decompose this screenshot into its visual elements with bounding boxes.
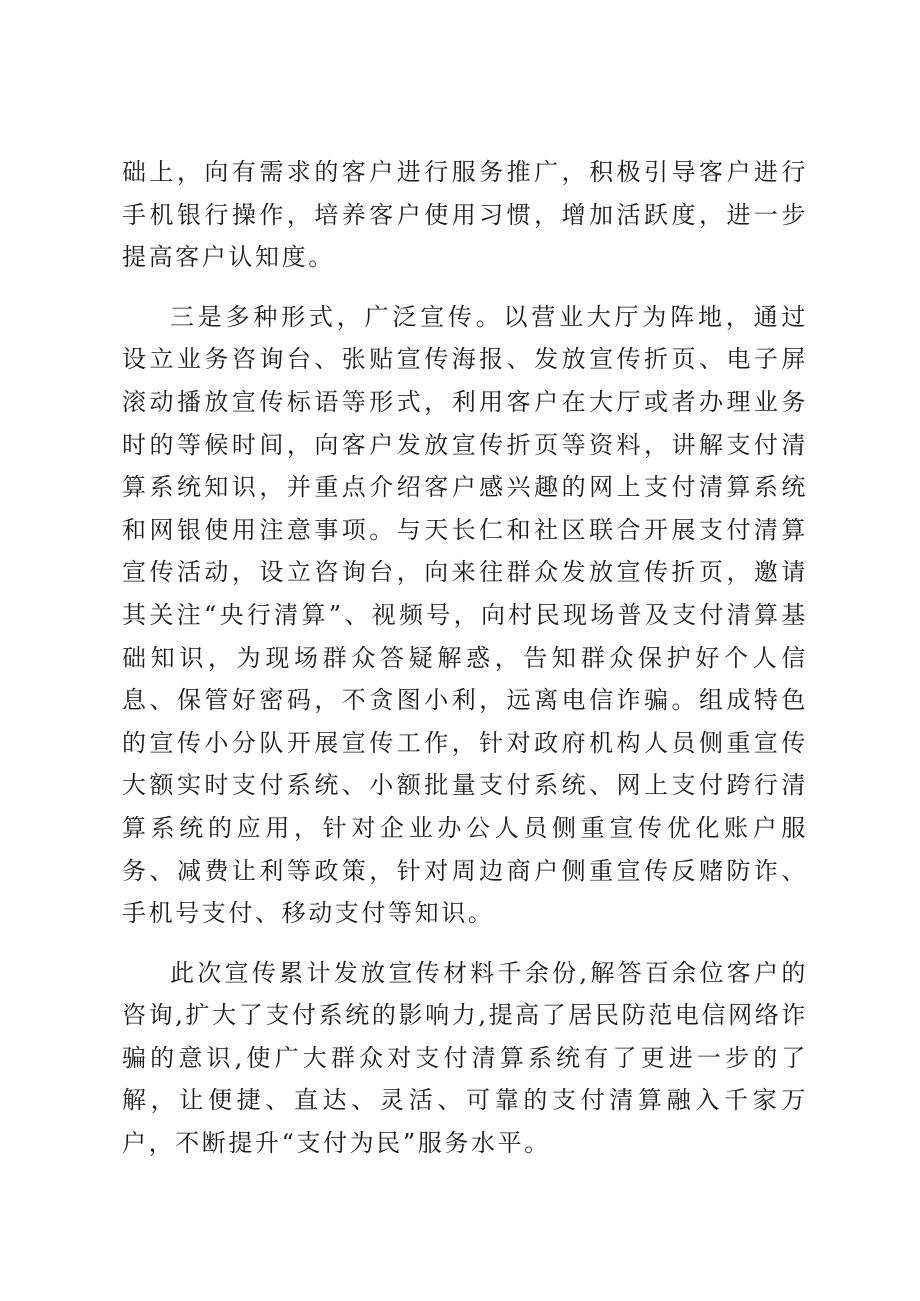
paragraph-continuation: 础上，向有需求的客户进行服务推广，积极引导客户进行手机银行操作，培养客户使用习惯，增加活跃度，进一步提高客户认知度。 — [122, 158, 808, 272]
paragraph-results-summary: 此次宣传累计发放宣传材料千余份,解答百余位客户的咨询,扩大了支付系统的影响力,提高了居民防范电信网络诈骗的意识,使广大群众对支付清算系统有了更进一步的了解，让便捷、直达、灵活、可靠的支付清算融入千家万户，不断提升“支付为民”服务水平。 — [122, 958, 808, 1158]
document-body — [122, 151, 808, 1165]
paragraph-publicity-methods: 三是多种形式，广泛宣传。以营业大厅为阵地，通过设立业务咨询台、张贴宣传海报、发放宣传折页、电子屏滚动播放宣传标语等形式，利用客户在大厅或者办理业务时的等候时间，向客户发放宣传折页等资料，讲解支付清算系统知识，并重点介绍客户感兴趣的网上支付清算系统和网银使用注意事项。与天长仁和社区联合开展支付清算宣传活动，设立咨询台，向来往群众发放宣传折页，邀请其关注“央行清算”、视频号，向村民现场普及支付清算基础知识，为现场群众答疑解惑，告知群众保护好个人信息、保管好密码，不贪图小利，远离电信诈骗。组成特色的宣传小分队开展宣传工作，针对政府机构人员侧重宣传大额实时支付系统、小额批量支付系统、网上支付跨行清算系统的应用，针对企业办公人员侧重宣传优化账户服务、减费让利等政策，针对周边商户侧重宣传反赌防诈、手机号支付、移动支付等知识。 — [122, 302, 808, 928]
